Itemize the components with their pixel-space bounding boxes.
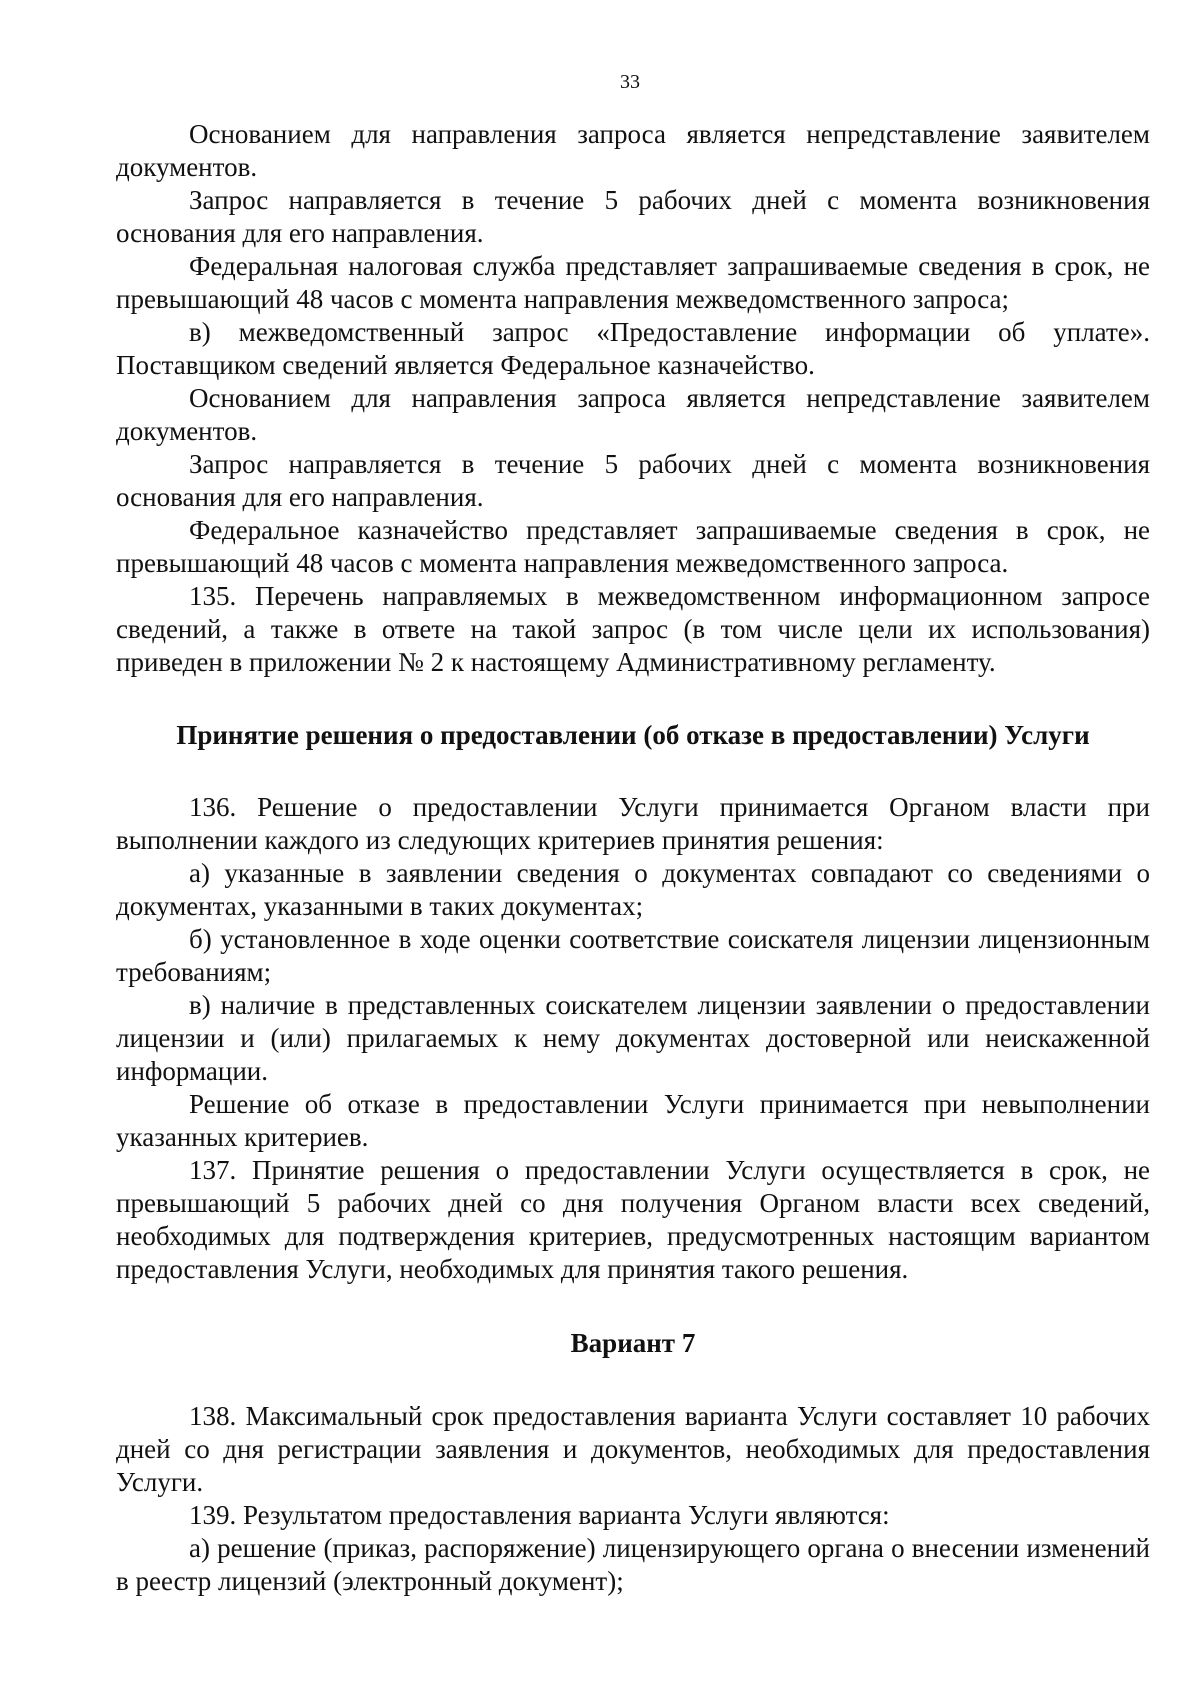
document-body	[116, 118, 1150, 1598]
paragraph: Федеральное казначейство представляет запрашиваемые сведения в срок, не превышающий 48 часов с момента направления межведомственного запроса.	[116, 515, 1150, 578]
paragraph-137: 137. Принятие решения о предоставлении Услуги осуществляется в срок, не превышающий 5 рабочих дней со дня получения Органом власти всех сведений, необходимых для подтверждения критериев, предусмотренных настоящим вариантом предоставления Услуги, необходимых для принятия такого решения.	[116, 1155, 1150, 1284]
paragraph: Запрос направляется в течение 5 рабочих дней с момента возникновения основания для его направления.	[116, 449, 1150, 512]
paragraph: в) межведомственный запрос «Предоставление информации об уплате». Поставщиком сведений является Федеральное казначейство.	[116, 317, 1150, 380]
paragraph-138: 138. Максимальный срок предоставления варианта Услуги составляет 10 рабочих дней со дня регистрации заявления и документов, необходимых для предоставления Услуги.	[116, 1401, 1150, 1497]
paragraph: а) указанные в заявлении сведения о документах совпадают со сведениями о документах, указанными в таких документах;	[116, 858, 1150, 921]
paragraph: Запрос направляется в течение 5 рабочих дней с момента возникновения основания для его направления.	[116, 185, 1150, 248]
paragraph: Основанием для направления запроса является непредставление заявителем документов.	[116, 383, 1150, 446]
page-number: 33	[620, 71, 640, 93]
paragraph-135: 135. Перечень направляемых в межведомственном информационном запросе сведений, а также в ответе на такой запрос (в том числе цели их использования) приведен в приложении № 2 к настоящему Административному регламенту.	[116, 581, 1150, 677]
section-heading-variant: Вариант 7	[570, 1328, 696, 1358]
paragraph: а) решение (приказ, распоряжение) лицензирующего органа о внесении изменений в реестр лицензий (электронный документ);	[116, 1533, 1150, 1596]
section-heading-decision: Принятие решения о предоставлении (об отказе в предоставлении) Услуги	[176, 720, 1090, 750]
paragraph-136: 136. Решение о предоставлении Услуги принимается Органом власти при выполнении каждого из следующих критериев принятия решения:	[116, 792, 1150, 855]
paragraph: в) наличие в представленных соискателем лицензии заявлении о предоставлении лицензии и (или) прилагаемых к нему документах достоверной или неискаженной информации.	[116, 990, 1150, 1086]
paragraph: Федеральная налоговая служба представляет запрашиваемые сведения в срок, не превышающий 48 часов с момента направления межведомственного запроса;	[116, 251, 1150, 314]
paragraph: б) установленное в ходе оценки соответствие соискателя лицензии лицензионным требованиям;	[116, 924, 1150, 987]
paragraph: Основанием для направления запроса является непредставление заявителем документов.	[116, 119, 1150, 182]
paragraph-139: 139. Результатом предоставления варианта Услуги являются:	[189, 1500, 890, 1530]
paragraph: Решение об отказе в предоставлении Услуги принимается при невыполнении указанных критериев.	[116, 1089, 1150, 1152]
